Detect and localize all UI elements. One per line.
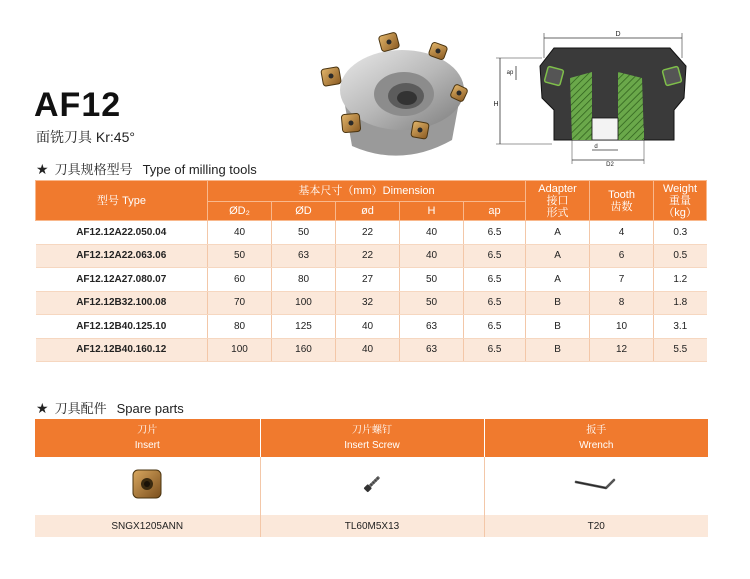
model-cell: AF12.12A27.080.07 xyxy=(36,268,208,292)
insert-screw-image-cell xyxy=(260,457,484,515)
h-cell: 63 xyxy=(400,315,464,339)
table-row xyxy=(36,244,707,268)
wrench-image-cell xyxy=(484,457,708,515)
d2-cell: 100 xyxy=(208,338,272,362)
d-cell: 160 xyxy=(272,338,336,362)
d-cell: 80 xyxy=(272,268,336,292)
tooth-cell: 4 xyxy=(590,221,654,245)
insert-screw-part-number: TL60M5X13 xyxy=(260,515,484,537)
product-title: AF12 xyxy=(34,86,122,124)
d2-cell: 60 xyxy=(208,268,272,292)
milling-cutter-photo xyxy=(312,28,484,166)
tooth-cell: 7 xyxy=(590,268,654,292)
adapter-cell: A xyxy=(526,244,590,268)
col-ap-header: ap xyxy=(464,202,526,221)
h-cell: 63 xyxy=(400,338,464,362)
model-cell: AF12.12A22.063.06 xyxy=(36,244,208,268)
insert-header-cn: 刀片 xyxy=(137,425,158,436)
ap-cell: 6.5 xyxy=(464,338,526,362)
adapter-cell: B xyxy=(526,291,590,315)
tooth-cell: 12 xyxy=(590,338,654,362)
adapter-cell: A xyxy=(526,221,590,245)
weight-cell: 0.5 xyxy=(654,244,707,268)
col-adapter-header: Adapter 接口 形式 xyxy=(526,181,590,221)
adapter-cell: B xyxy=(526,315,590,339)
dim-d-label: d xyxy=(594,144,598,150)
weight-cell: 3.1 xyxy=(654,315,707,339)
h-cell: 50 xyxy=(400,291,464,315)
parts-section-heading xyxy=(36,398,184,417)
insert-image-cell xyxy=(35,457,260,515)
insert-screw-header xyxy=(260,419,484,457)
star-icon: ★ xyxy=(36,161,49,177)
col-dimension-header: 基本尺寸（mm）Dimension xyxy=(208,181,526,202)
ap-cell: 6.5 xyxy=(464,291,526,315)
ap-cell: 6.5 xyxy=(464,315,526,339)
weight-cell: 0.3 xyxy=(654,221,707,245)
insert-header xyxy=(35,419,260,457)
wrench-part-number: T20 xyxy=(484,515,708,537)
spare-parts-table xyxy=(35,419,708,537)
tooth-cell: 10 xyxy=(590,315,654,339)
d2-cell: 50 xyxy=(208,244,272,268)
table-row xyxy=(36,291,707,315)
ap-cell: 6.5 xyxy=(464,268,526,292)
bore-cell: 40 xyxy=(336,338,400,362)
bore-cell: 22 xyxy=(336,221,400,245)
screw-icon xyxy=(357,469,387,499)
spec-title-en: Type of milling tools xyxy=(142,162,257,177)
d-cell: 125 xyxy=(272,315,336,339)
d2-cell: 40 xyxy=(208,221,272,245)
model-cell: AF12.12B40.160.12 xyxy=(36,338,208,362)
d2-cell: 70 xyxy=(208,291,272,315)
table-row xyxy=(36,268,707,292)
spec-title-cn: 刀具规格型号 xyxy=(54,162,133,177)
technical-drawing xyxy=(492,28,710,168)
dim-D-label: D xyxy=(615,31,621,38)
spec-section-heading xyxy=(36,159,257,178)
wrench-header-en: Wrench xyxy=(579,440,614,451)
bore-cell: 27 xyxy=(336,268,400,292)
adapter-cell: A xyxy=(526,268,590,292)
spec-table xyxy=(35,180,707,362)
tooth-cell: 8 xyxy=(590,291,654,315)
insert-header-en: Insert xyxy=(134,440,160,451)
star-icon: ★ xyxy=(36,400,49,416)
col-model-header: 型号 Type xyxy=(36,181,208,221)
model-cell: AF12.12B40.125.10 xyxy=(36,315,208,339)
dim-ap-label: ap xyxy=(506,70,514,76)
d-cell: 50 xyxy=(272,221,336,245)
bore-cell: 22 xyxy=(336,244,400,268)
table-row xyxy=(36,338,707,362)
insert-part-number: SNGX1205ANN xyxy=(35,515,260,537)
dim-H-label: H xyxy=(493,101,499,108)
ap-cell: 6.5 xyxy=(464,221,526,245)
weight-cell: 5.5 xyxy=(654,338,707,362)
table-row xyxy=(36,315,707,339)
table-row xyxy=(36,221,707,245)
tooth-cell: 6 xyxy=(590,244,654,268)
wrench-header xyxy=(484,419,708,457)
wrench-icon xyxy=(574,472,618,496)
col-D-header: ØD xyxy=(272,202,336,221)
adapter-cell: B xyxy=(526,338,590,362)
model-cell: AF12.12A22.050.04 xyxy=(36,221,208,245)
d-cell: 63 xyxy=(272,244,336,268)
weight-cell: 1.8 xyxy=(654,291,707,315)
dim-D2-label: D2 xyxy=(606,162,614,168)
bore-cell: 32 xyxy=(336,291,400,315)
wrench-header-cn: 扳手 xyxy=(586,425,607,436)
bore-cell: 40 xyxy=(336,315,400,339)
h-cell: 50 xyxy=(400,268,464,292)
parts-title-en: Spare parts xyxy=(116,401,184,416)
col-D2-header: ØD₂ xyxy=(208,202,272,221)
col-d-header: ød xyxy=(336,202,400,221)
ap-cell: 6.5 xyxy=(464,244,526,268)
h-cell: 40 xyxy=(400,221,464,245)
col-weight-header: Weight 重量 （kg） xyxy=(654,181,707,221)
col-H-header: H xyxy=(400,202,464,221)
product-subtitle: 面铣刀具 Kr:45° xyxy=(36,129,135,145)
col-tooth-header: Tooth 齿数 xyxy=(590,181,654,221)
insert-icon xyxy=(130,467,164,501)
model-cell: AF12.12B32.100.08 xyxy=(36,291,208,315)
insert-screw-header-cn: 刀片螺钉 xyxy=(352,425,392,436)
d-cell: 100 xyxy=(272,291,336,315)
d2-cell: 80 xyxy=(208,315,272,339)
h-cell: 40 xyxy=(400,244,464,268)
weight-cell: 1.2 xyxy=(654,268,707,292)
parts-title-cn: 刀具配件 xyxy=(54,401,107,416)
insert-screw-header-en: Insert Screw xyxy=(344,440,400,451)
